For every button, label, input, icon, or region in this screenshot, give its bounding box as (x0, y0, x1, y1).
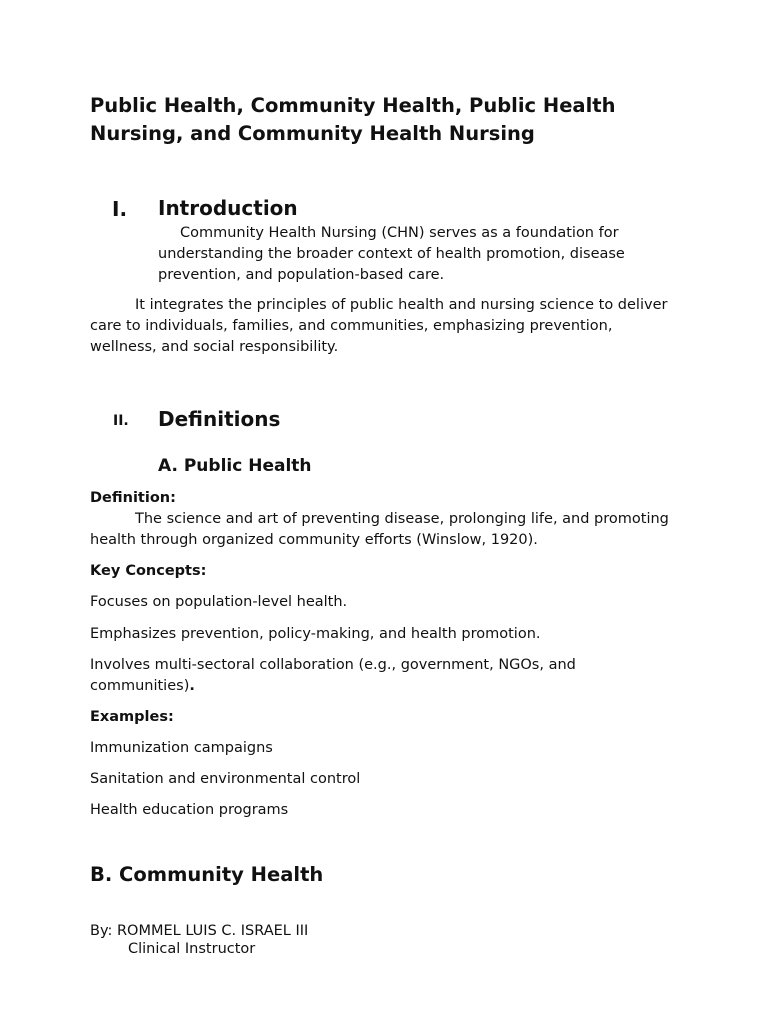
document-title: Public Health, Community Health, Public Health Nursing, and Community Health Nursing (90, 94, 616, 145)
introduction-paragraph-1-text: Community Health Nursing (CHN) serves as a foundation for understanding the broader context of health promotion, disease prevention, and population-based care. (158, 225, 625, 283)
example-item: Immunization campaigns (90, 740, 273, 756)
key-concept-item: Focuses on population-level health. (90, 594, 348, 610)
subsection-a-heading: A. Public Health (158, 456, 312, 476)
examples-label: Examples: (90, 709, 174, 725)
key-concept-item: Emphasizes prevention, policy-making, and health promotion. (90, 626, 541, 642)
introduction-paragraph-2-text: It integrates the principles of public health and nursing science to deliver care to individuals, families, and communities, emphasizing prevention, wellness, and social responsibility. (90, 297, 668, 355)
key-concept-3-text: Involves multi-sectoral collaboration (e.g., government, NGOs, and communities) (90, 657, 576, 694)
definition-text-content: The science and art of preventing disease, prolonging life, and promoting health through organized community efforts (Winslow, 1920). (90, 511, 669, 548)
author-byline: By: ROMMEL LUIS C. ISRAEL III (90, 923, 309, 939)
subsection-b-heading: B. Community Health (90, 863, 324, 886)
author-role: Clinical Instructor (128, 941, 256, 957)
definition-label: Definition: (90, 490, 176, 506)
key-concepts-label: Key Concepts: (90, 563, 207, 579)
introduction-paragraph-1 (158, 223, 678, 286)
key-concept-3-period: . (189, 678, 195, 694)
example-item: Sanitation and environmental control (90, 771, 361, 787)
example-item: Health education programs (90, 802, 289, 818)
definition-text (90, 509, 690, 551)
section-1-title: Introduction (158, 196, 298, 220)
section-2-number: II. (113, 413, 129, 429)
introduction-paragraph-2 (90, 295, 680, 358)
section-1-number: I. (112, 197, 128, 221)
section-2-title: Definitions (158, 407, 281, 431)
key-concept-item (90, 655, 650, 697)
